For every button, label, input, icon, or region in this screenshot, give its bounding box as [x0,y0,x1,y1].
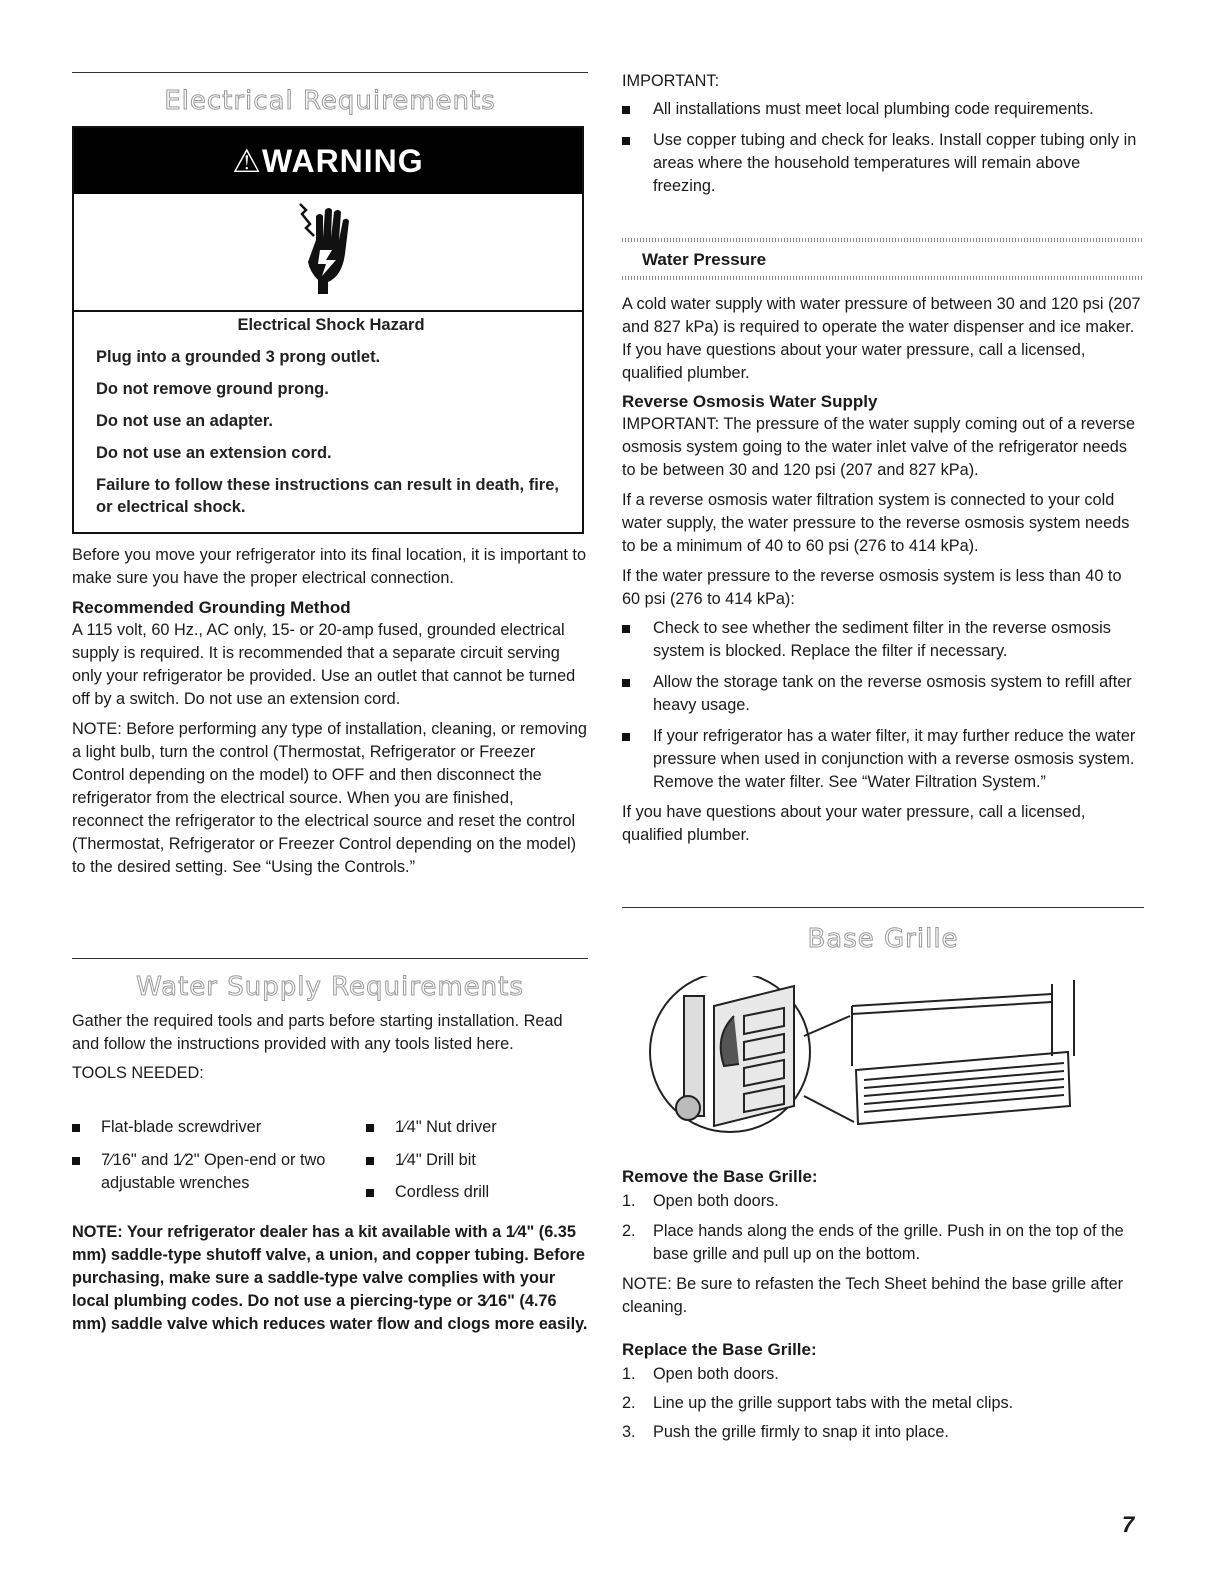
ro-paragraph: IMPORTANT: The pressure of the water supply coming out of a reverse osmosis system going to the water inlet valve of the refrigerator needs to be between 30 and 120 psi (207 and 827 kPa). [622,415,1136,479]
intro-paragraph: Before you move your refrigerator into its final location, it is important to make sure you have the proper electrical connection. [72,546,586,587]
ro-heading: Reverse Osmosis Water Supply [622,392,878,411]
tools-heading: TOOLS NEEDED: [72,1064,204,1082]
grille-note: NOTE: Be sure to refasten the Tech Sheet behind the base grille after cleaning. [622,1275,1124,1316]
replace-heading: Replace the Base Grille: [622,1340,817,1359]
note-paragraph [72,718,588,879]
tool-item: Cordless drill [366,1181,615,1204]
electrical-title: Electrical Requirements [164,86,496,116]
water-intro: Gather the required tools and parts before starting installation. Read and follow the instructions provided with any tools listed here. [72,1012,563,1053]
replace-step: 3. Push the grille firmly to snap it into place. [622,1423,949,1441]
note-text: Before performing any type of installation, cleaning, or removing a light bulb, turn the control (Thermostat, Refrigerator or Freezer Control depending on the model) to OFF and then disconnect the refrigerator from the electrical source. When you are finished, reconnect the refrigerator to the electrical source and reset the control (Thermostat, Refrigerator or Freezer Control depending on the model) to the desired setting. See “Using the Controls.” [72,720,587,876]
warning-box [72,126,584,534]
warning-line: Failure to follow these instructions can result in death, fire, or electrical shock. [96,476,559,516]
tool-item: 7⁄16" and 1⁄2" Open-end or two adjustable wrenches [72,1149,351,1195]
dotted-divider [622,276,1144,280]
ro-paragraph: If the water pressure to the reverse osmosis system is less than 40 to 60 psi (276 to 414 kPa): [622,567,1122,608]
pressure-heading: Water Pressure [642,250,767,269]
grounding-heading: Recommended Grounding Method [72,598,351,617]
warning-heading: WARNING [262,143,424,179]
shock-hand-icon [298,202,362,302]
page-number: 7 [1122,1512,1135,1537]
remove-heading: Remove the Base Grille: [622,1167,818,1186]
grounding-paragraph: A 115 volt, 60 Hz., AC only, 15- or 20-amp fused, grounded electrical supply is required. It is recommended that a separate circuit serving only your refrigerator be provided. Use an outlet that cannot be turned off by a switch. Do not use an extension cord. [72,621,576,708]
water-supply-title: Water Supply Requirements [136,972,524,1002]
divider [72,958,588,959]
tool-item: 1⁄4" Drill bit [366,1149,615,1172]
replace-step: 1. Open both doors. [622,1365,779,1383]
note-label: NOTE: [72,720,122,738]
remove-step: 2. Place hands along the ends of the grille. Push in on the top of the base grille and pull up on the bottom. [622,1222,1124,1263]
divider [622,907,1144,908]
hazard-title: Electrical Shock Hazard [237,316,425,334]
warning-line: Plug into a grounded 3 prong outlet. [96,348,381,366]
pressure-paragraph: A cold water supply with water pressure of between 30 and 120 psi (207 and 827 kPa) is required to operate the water dispenser and ice maker. If you have questions about your water pressure, call a licensed, qualified plumber. [622,295,1141,382]
kit-note: NOTE: Your refrigerator dealer has a kit available with a 1⁄4" (6.35 mm) saddle-type shutoff valve, a union, and copper tubing. Before purchasing, make sure a saddle-type valve complies with your local plumbing codes. Do not use a piercing-type or 3⁄16" (4.76 mm) saddle valve which reduces water flow and clogs more easily. [72,1223,588,1333]
replace-step: 2. Line up the grille support tabs with the metal clips. [622,1394,1014,1412]
tool-item: 1⁄4" Nut driver [366,1116,615,1139]
ro-item: If your refrigerator has a water filter, it may further reduce the water pressure when used in conjunction with a reverse osmosis system. Remove the water filter. See “Water Filtration System.” [622,725,1144,794]
warning-line: Do not use an extension cord. [96,444,332,462]
ro-item: Check to see whether the sediment filter in the reverse osmosis system is blocked. Replace the filter if necessary. [622,617,1144,663]
divider [72,72,588,73]
warning-header [74,128,582,194]
tool-item: Flat-blade screwdriver [72,1116,361,1139]
remove-step: 1. Open both doors. [622,1192,779,1210]
ro-closing: If you have questions about your water pressure, call a licensed, qualified plumber. [622,803,1086,844]
dotted-divider [622,238,1144,242]
ro-item: Allow the storage tank on the reverse osmosis system to refill after heavy usage. [622,671,1144,717]
important-heading: IMPORTANT: [622,72,720,90]
ro-paragraph: If a reverse osmosis water filtration system is connected to your cold water supply, the water pressure to the reverse osmosis system needs to be a minimum of 40 to 60 psi (276 to 414 kPa). [622,491,1130,555]
warning-triangle-icon: ⚠ [232,143,263,179]
warning-line: Do not remove ground prong. [96,380,329,398]
important-item: All installations must meet local plumbing code requirements. [622,98,1144,121]
base-grille-illustration [644,976,1084,1160]
important-item: Use copper tubing and check for leaks. Install copper tubing only in areas where the household temperatures will remain above freezing. [622,129,1144,198]
base-grille-title: Base Grille [807,924,959,954]
warning-line: Do not use an adapter. [96,412,273,430]
